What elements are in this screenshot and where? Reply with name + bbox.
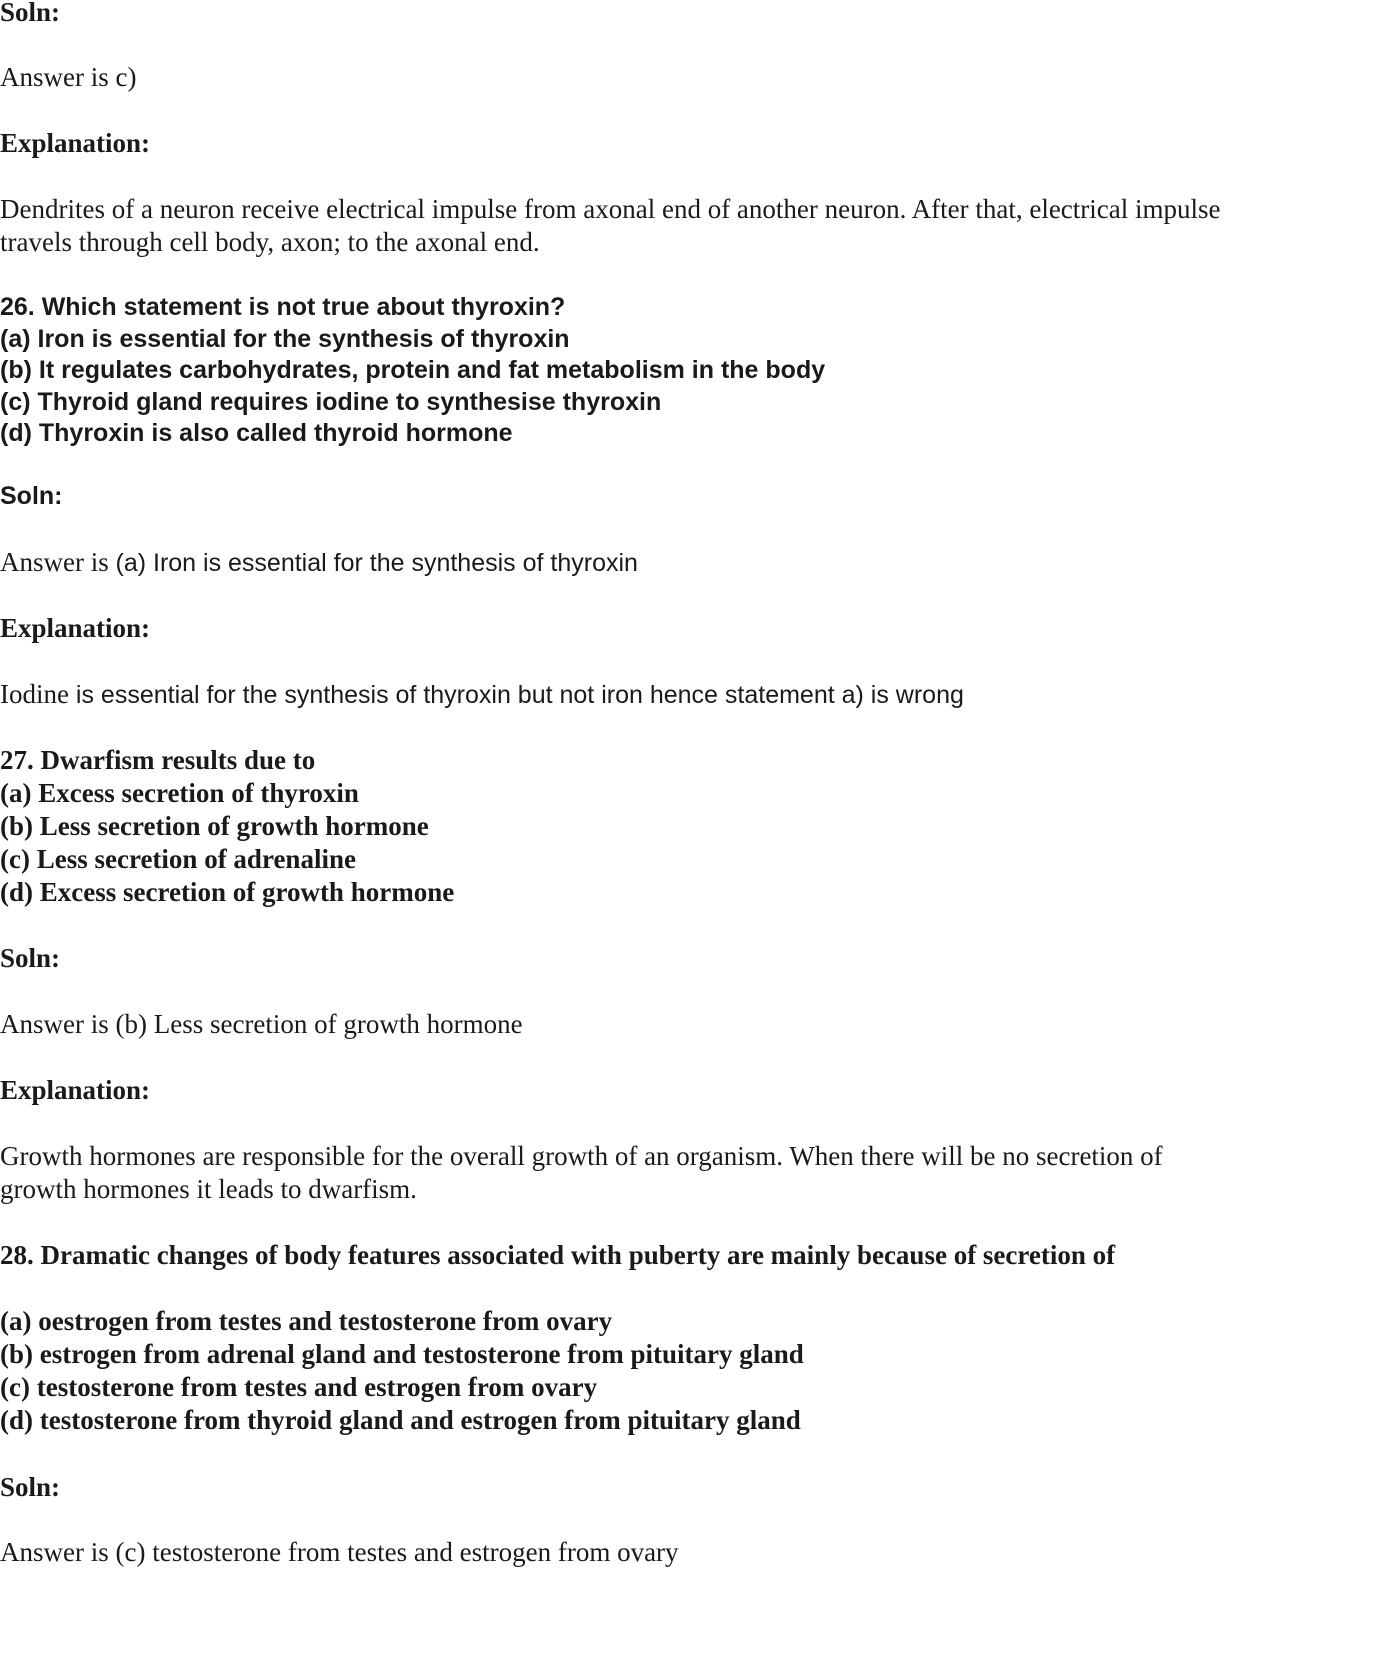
explanation-prefix: Iodine: [0, 679, 69, 709]
soln-label: Soln:: [0, 1472, 61, 1502]
explanation-text: travels through cell body, axon; to the axonal end.: [0, 227, 540, 257]
option-d: (d) testosterone from thyroid gland and estrogen from pituitary gland: [0, 1405, 801, 1435]
soln-label: Soln:: [0, 0, 61, 27]
answer-text: Answer is (c) testosterone from testes and estrogen from ovary: [0, 1537, 679, 1567]
explanation-text: is essential for the synthesis of thyroxin but not iron hence statement a) is wrong: [68, 681, 964, 709]
answer-line: [0, 545, 638, 584]
option-a: (a) Iron is essential for the synthesis of thyroxin: [0, 325, 570, 353]
explanation-text: Dendrites of a neuron receive electrical impulse from axonal end of another neuron. After that, electrical impulse: [0, 194, 1221, 224]
option-a: (a) Excess secretion of thyroxin: [0, 778, 359, 808]
option-b: (b) estrogen from adrenal gland and testosterone from pituitary gland: [0, 1339, 804, 1369]
explanation-text: Growth hormones are responsible for the overall growth of an organism. When there will be no secretion of: [0, 1141, 1163, 1171]
question-28: 28. Dramatic changes of body features associated with puberty are mainly because of secretion of: [0, 1240, 1116, 1270]
option-c: (c) Less secretion of adrenaline: [0, 844, 356, 874]
option-d: (d) Excess secretion of growth hormone: [0, 877, 455, 907]
option-a: (a) oestrogen from testes and testosterone from ovary: [0, 1306, 613, 1336]
option-c: (c) Thyroid gland requires iodine to synthesise thyroxin: [0, 388, 662, 416]
answer-prefix: Answer is: [0, 547, 116, 577]
answer-text: Answer is (b) Less secretion of growth hormone: [0, 1009, 523, 1039]
option-c: (c) testosterone from testes and estrogen from ovary: [0, 1372, 598, 1402]
explanation-label: Explanation:: [0, 613, 151, 643]
explanation-text: growth hormones it leads to dwarfism.: [0, 1174, 417, 1204]
explanation-line: [0, 677, 964, 716]
question-26: 26. Which statement is not true about thyroxin?: [0, 293, 566, 321]
explanation-label: Explanation:: [0, 1075, 151, 1105]
question-27: 27. Dwarfism results due to: [0, 745, 316, 775]
answer-text: (a) Iron is essential for the synthesis of thyroxin: [115, 549, 638, 577]
answer-text: Answer is c): [0, 62, 137, 92]
soln-label: Soln:: [0, 943, 61, 973]
soln-label: Soln:: [0, 482, 63, 510]
option-d: (d) Thyroxin is also called thyroid hormone: [0, 419, 513, 447]
option-b: (b) It regulates carbohydrates, protein and fat metabolism in the body: [0, 356, 826, 384]
option-b: (b) Less secretion of growth hormone: [0, 811, 429, 841]
explanation-label: Explanation:: [0, 128, 151, 158]
